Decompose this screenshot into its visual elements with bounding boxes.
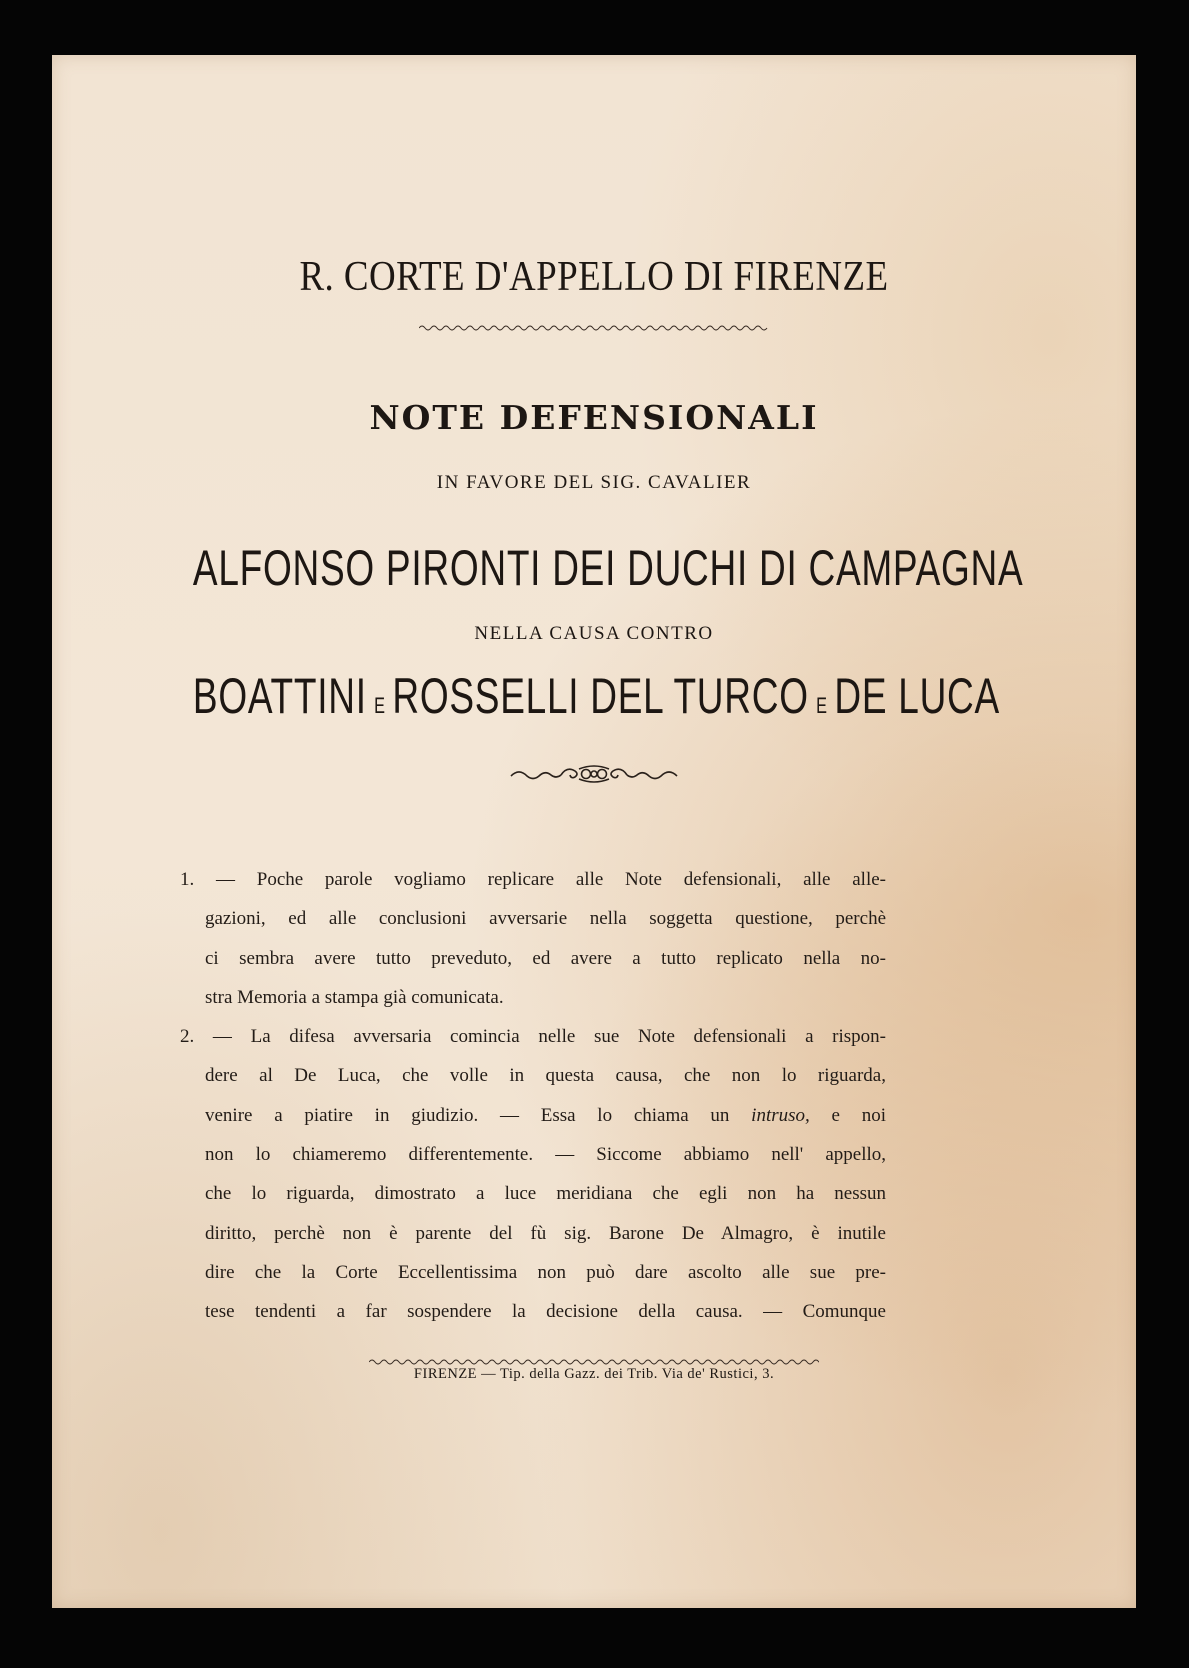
opponent-de-luca: DE LUCA xyxy=(834,668,1000,724)
opponents-line xyxy=(192,667,1000,725)
paragraph-line: ci sembra avere tutto preveduto, ed avere a tutto replicato nella no- xyxy=(205,947,886,969)
opponent-rosselli: ROSSELLI DEL TURCO xyxy=(392,668,809,724)
paragraph-line: diritto, perchè non è parente del fù sig. Barone De Almagro, è inutile xyxy=(205,1222,886,1244)
opponent-boattini: BOATTINI xyxy=(192,668,367,724)
paragraph-2 xyxy=(180,1017,886,1331)
paragraph-line: non lo chiameremo differentemente. — Siccome abbiamo nell' appello, xyxy=(205,1144,886,1166)
nella-causa-line: NELLA CAUSA CONTRO xyxy=(474,623,714,644)
conjunction-e: E xyxy=(374,693,385,718)
paragraph-line: dere al De Luca, che volle in questa causa, che non lo riguarda, xyxy=(205,1065,886,1087)
paragraph-line: gazioni, ed alle conclusioni avversarie nella soggetta questione, perchè xyxy=(205,908,886,930)
paragraph-line: dire che la Corte Eccellentissima non può dare ascolto alle sue pre- xyxy=(205,1261,886,1283)
paragraph-line: che lo riguarda, dimostrato a luce meridiana che egli non ha nessun xyxy=(205,1183,886,1205)
ornament-divider-icon xyxy=(509,763,679,785)
in-favore-line: IN FAVORE DEL SIG. CAVALIER xyxy=(436,472,752,493)
conjunction-e: E xyxy=(816,693,827,718)
paragraph-number: 2. xyxy=(180,1026,195,1048)
paragraph-number: 1. xyxy=(180,869,195,890)
wavy-rule-top xyxy=(419,323,769,333)
paragraph-1 xyxy=(180,860,886,1017)
paragraph-line: 2. — La difesa avversaria comincia nelle sue Note defensionali a rispon- xyxy=(180,1026,886,1048)
paragraph-line: 1. — Poche parole vogliamo replicare alle Note defensionali, alle alle- xyxy=(180,869,886,890)
client-name: ALFONSO PIRONTI DEI DUCHI DI CAMPAGNA xyxy=(192,540,1024,596)
body-text xyxy=(180,860,886,1332)
emphasis-intruso: intruso, xyxy=(751,1104,810,1126)
court-title: R. CORTE D'APPELLO DI FIRENZE xyxy=(299,254,889,300)
paragraph-line: tese tendenti a far sospendere la decisione della causa. — Comunque xyxy=(205,1301,886,1323)
paragraph-line: venire a piatire in giudizio. — Essa lo chiama un intruso, e noi xyxy=(205,1104,886,1126)
paragraph-line: stra Memoria a stampa già comunicata. xyxy=(205,986,504,1008)
printer-footer: FIRENZE — Tip. della Gazz. dei Trib. Via de' Rustici, 3. xyxy=(413,1366,775,1382)
note-title: NOTE DEFENSIONALI xyxy=(369,398,819,437)
document-page xyxy=(52,55,1136,1608)
